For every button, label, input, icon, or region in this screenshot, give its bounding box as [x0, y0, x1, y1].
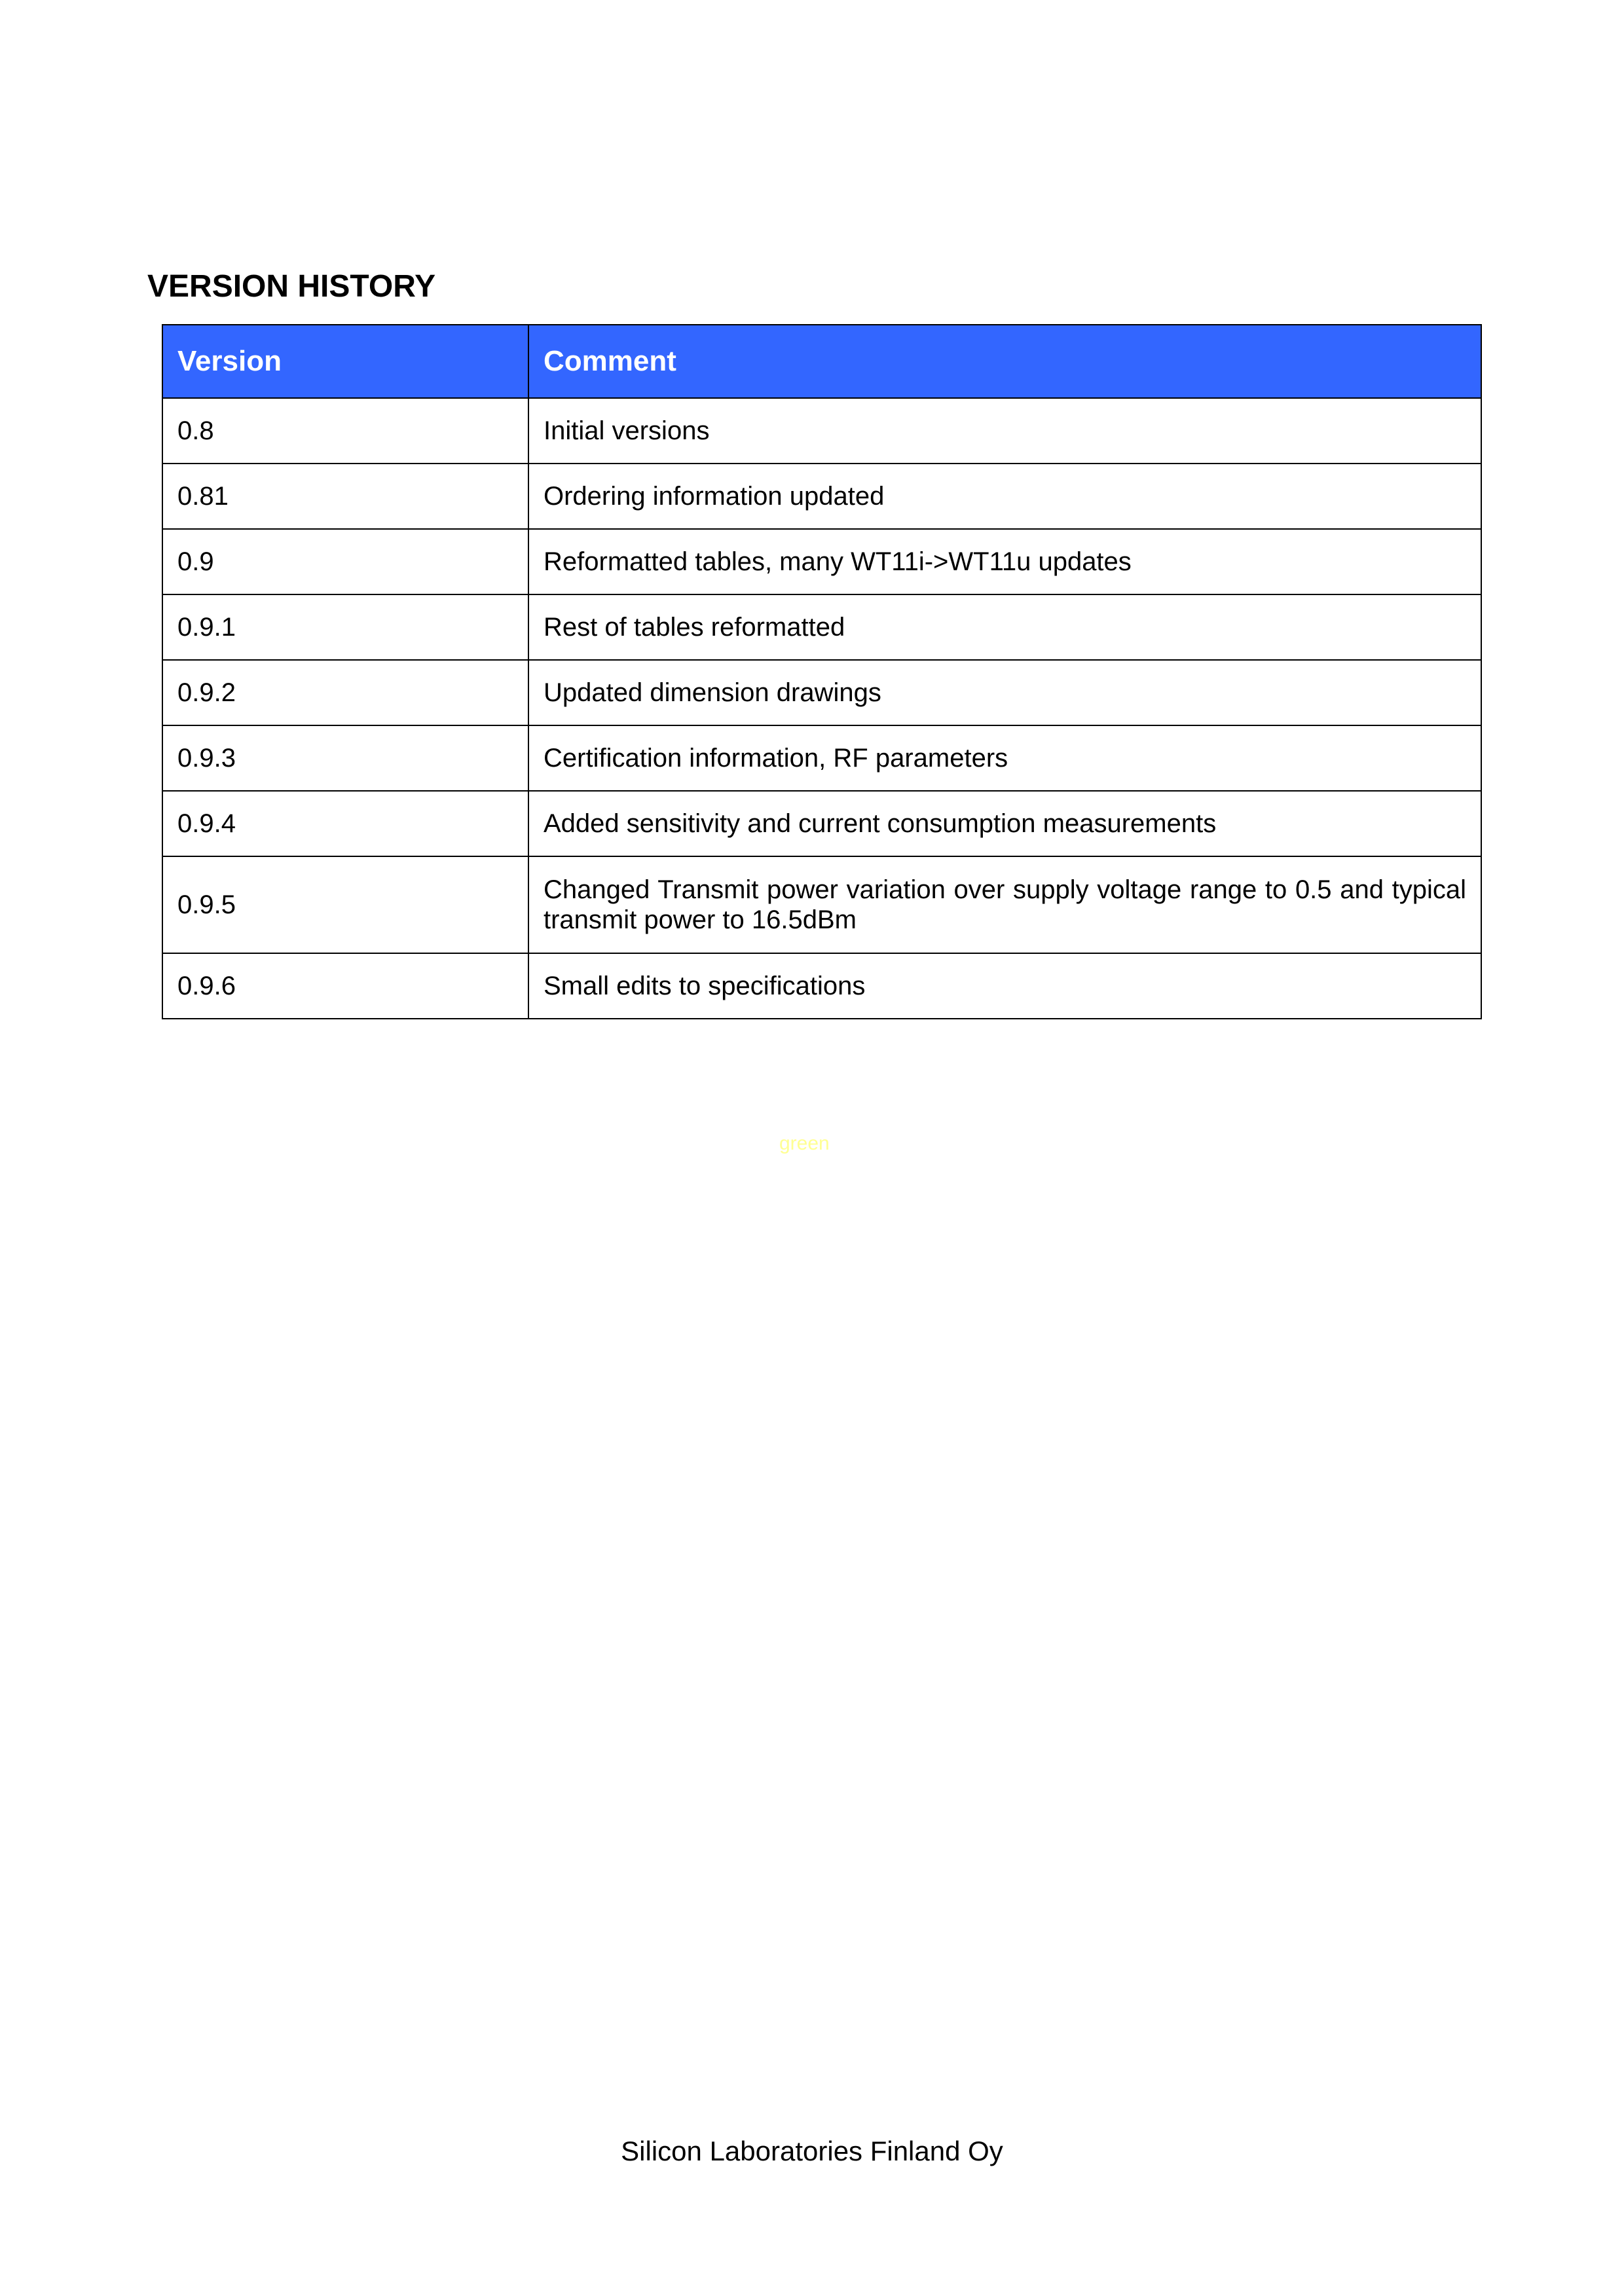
comment-cell: Added sensitivity and current consumption measurements [528, 791, 1481, 856]
comment-cell: Updated dimension drawings [528, 660, 1481, 725]
version-history-table [162, 324, 1482, 1019]
comment-column-header: Comment [528, 325, 1481, 398]
comment-cell: Rest of tables reformatted [528, 594, 1481, 660]
version-cell: 0.9.5 [162, 856, 528, 953]
version-cell: 0.9.2 [162, 660, 528, 725]
version-cell: 0.9.6 [162, 953, 528, 1019]
version-cell: 0.81 [162, 464, 528, 529]
table-row [162, 398, 1481, 464]
table-row [162, 464, 1481, 529]
table-row [162, 725, 1481, 791]
comment-cell: Reformatted tables, many WT11i->WT11u updates [528, 529, 1481, 594]
version-cell: 0.9.4 [162, 791, 528, 856]
table-header-row [162, 325, 1481, 398]
comment-cell: Changed Transmit power variation over supply voltage range to 0.5 and typical transmit power to 16.5dBm [528, 856, 1481, 953]
table-row [162, 791, 1481, 856]
watermark-text: green [779, 1133, 830, 1154]
version-cell: 0.9.1 [162, 594, 528, 660]
table-row [162, 660, 1481, 725]
comment-cell: Small edits to specifications [528, 953, 1481, 1019]
comment-cell: Ordering information updated [528, 464, 1481, 529]
version-cell: 0.9.3 [162, 725, 528, 791]
table-row [162, 529, 1481, 594]
table-row [162, 856, 1481, 953]
page-footer: Silicon Laboratories Finland Oy [621, 2136, 1003, 2166]
table-row [162, 594, 1481, 660]
version-cell: 0.8 [162, 398, 528, 464]
comment-cell: Certification information, RF parameters [528, 725, 1481, 791]
version-cell: 0.9 [162, 529, 528, 594]
table-row [162, 953, 1481, 1019]
version-column-header: Version [162, 325, 528, 398]
page-title: VERSION HISTORY [147, 269, 436, 304]
comment-cell: Initial versions [528, 398, 1481, 464]
